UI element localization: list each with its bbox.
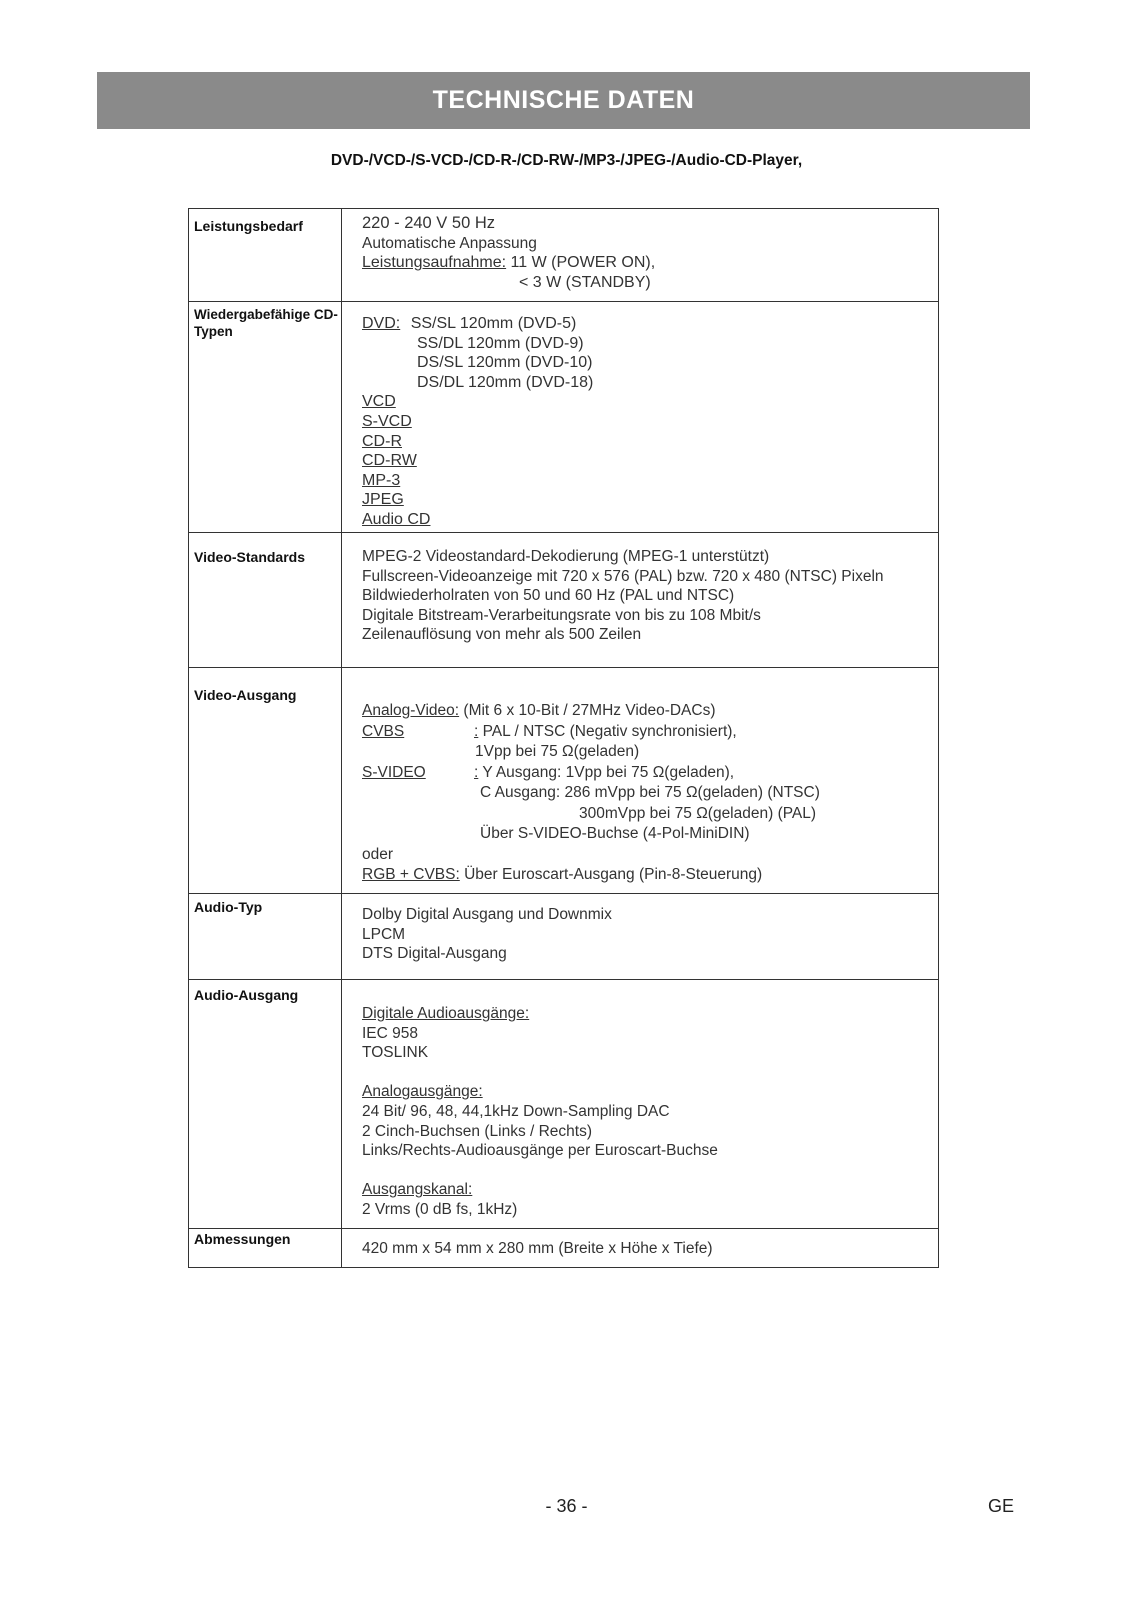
cvbs-colon: : xyxy=(474,722,479,740)
type-svcd: S-VCD xyxy=(362,412,412,430)
type-jpeg: JPEG xyxy=(362,491,404,509)
row-label: Video-Standards xyxy=(189,533,342,668)
spec-row-video-out xyxy=(189,668,939,894)
type-cdr: CD-R xyxy=(362,432,402,450)
page-number: - 36 - xyxy=(545,1496,588,1516)
row-label: Wiedergabefähige CD-Typen xyxy=(189,302,342,533)
spec-table xyxy=(188,208,939,1268)
dvd-type-2: SS/DL 120mm (DVD-9) xyxy=(417,334,584,352)
row-value xyxy=(342,1229,939,1268)
spec-row-audio-type xyxy=(189,894,939,980)
row-value xyxy=(342,980,939,1229)
vs-line-4: Digitale Bitstream-Verarbeitungsrate von bis zu 108 Mbit/s xyxy=(362,606,761,624)
rgb-value: Über Euroscart-Ausgang (Pin-8-Steuerung) xyxy=(459,866,763,883)
svideo-c-2: 300mVpp bei 75 Ω(geladen) (PAL) xyxy=(579,804,817,822)
row-value xyxy=(342,302,939,533)
analog-2: 2 Cinch-Buchsen (Links / Rechts) xyxy=(362,1122,593,1140)
product-subtitle: DVD-/VCD-/S-VCD-/CD-R-/CD-RW-/MP3-/JPEG-/Audio-CD-Player, xyxy=(330,152,803,169)
power-standby: < 3 W (STANDBY) xyxy=(519,273,651,291)
row-value xyxy=(342,668,939,894)
cvbs-label: CVBS xyxy=(362,722,405,740)
vs-line-5: Zeilenauflösung von mehr als 500 Zeilen xyxy=(362,626,642,644)
dvd-type-3: DS/SL 120mm (DVD-10) xyxy=(417,354,593,372)
audio-type-2: LPCM xyxy=(362,925,406,943)
row-label: Video-Ausgang xyxy=(189,668,342,894)
svideo-colon: : xyxy=(474,763,479,781)
dvd-label: DVD: xyxy=(362,315,401,332)
row-value xyxy=(342,894,939,980)
cvbs-value-2: 1Vpp bei 75 Ω(geladen) xyxy=(475,743,640,760)
rgb-line xyxy=(362,865,938,886)
analog-3: Links/Rechts-Audioausgänge per Euroscart-Buchse xyxy=(362,1142,718,1160)
row-value xyxy=(342,533,939,668)
cvbs-value: PAL / NTSC (Negativ synchronisiert), xyxy=(478,722,737,740)
svideo-din: Über S-VIDEO-Buchse (4-Pol-MiniDIN) xyxy=(480,825,750,842)
vs-line-2: Fullscreen-Videoanzeige mit 720 x 576 (PAL) bzw. 720 x 480 (NTSC) Pixeln xyxy=(362,567,884,585)
row-label: Abmessungen xyxy=(189,1229,342,1268)
svideo-c: C Ausgang: 286 mVpp bei 75 Ω(geladen) (NTSC) xyxy=(480,784,820,801)
type-audiocd: Audio CD xyxy=(362,510,431,528)
power-consumption-label: Leistungsaufnahme: xyxy=(362,254,507,272)
type-vcd: VCD xyxy=(362,393,396,411)
rgb-label: RGB + CVBS: xyxy=(362,866,460,883)
power-consumption-value: 11 W (POWER ON), xyxy=(506,254,656,272)
svideo-value: Y Ausgang: 1Vpp bei 75 Ω(geladen), xyxy=(478,763,735,781)
spec-row-video-standards xyxy=(189,533,939,668)
power-consumption xyxy=(362,253,938,273)
channel-1: 2 Vrms (0 dB fs, 1kHz) xyxy=(362,1200,518,1218)
digital-1: IEC 958 xyxy=(362,1024,419,1042)
cvbs-line xyxy=(362,722,938,743)
vs-line-3: Bildwiederholraten von 50 und 60 Hz (PAL und NTSC) xyxy=(362,587,735,605)
analog-video-value: (Mit 6 x 10-Bit / 27MHz Video-DACs) xyxy=(459,702,716,719)
analog-1: 24 Bit/ 96, 48, 44,1kHz Down-Sampling DAC xyxy=(362,1102,670,1120)
power-auto: Automatische Anpassung xyxy=(362,234,537,252)
dvd-line xyxy=(362,314,938,334)
row-label: Audio-Ausgang xyxy=(189,980,342,1229)
channel-heading: Ausgangskanal: xyxy=(362,1181,473,1199)
dvd-type-1: SS/SL 120mm (DVD-5) xyxy=(410,315,577,332)
type-cdrw: CD-RW xyxy=(362,452,417,470)
digital-heading: Digitale Audioausgänge: xyxy=(362,1005,530,1022)
spec-row-cd-types xyxy=(189,302,939,533)
analog-video-label: Analog-Video: xyxy=(362,702,460,719)
analog-heading: Analogausgänge: xyxy=(362,1083,483,1101)
vs-line-1: MPEG-2 Videostandard-Dekodierung (MPEG-1 unterstützt) xyxy=(362,548,770,565)
language-code: GE xyxy=(988,1496,1015,1516)
dvd-type-4: DS/DL 120mm (DVD-18) xyxy=(417,373,594,391)
audio-type-3: DTS Digital-Ausgang xyxy=(362,945,507,963)
analog-video-line xyxy=(362,701,938,722)
dimensions-line: 420 mm x 54 mm x 280 mm (Breite x Höhe x Tiefe) xyxy=(362,1240,713,1257)
spec-row-power xyxy=(189,209,939,302)
power-voltage: 220 - 240 V 50 Hz xyxy=(362,214,495,232)
audio-type-1: Dolby Digital Ausgang und Downmix xyxy=(362,906,612,923)
oder-line: oder xyxy=(362,845,394,863)
row-label: Audio-Typ xyxy=(189,894,342,980)
row-value xyxy=(342,209,939,302)
spec-row-dimensions xyxy=(189,1229,939,1268)
digital-2: TOSLINK xyxy=(362,1044,429,1062)
svideo-label: S-VIDEO xyxy=(362,763,426,781)
spec-row-audio-out xyxy=(189,980,939,1229)
page-title: TECHNISCHE DATEN xyxy=(97,72,1030,129)
type-mp3: MP-3 xyxy=(362,471,401,489)
row-label: Leistungsbedarf xyxy=(189,209,342,302)
svideo-line xyxy=(362,763,938,784)
